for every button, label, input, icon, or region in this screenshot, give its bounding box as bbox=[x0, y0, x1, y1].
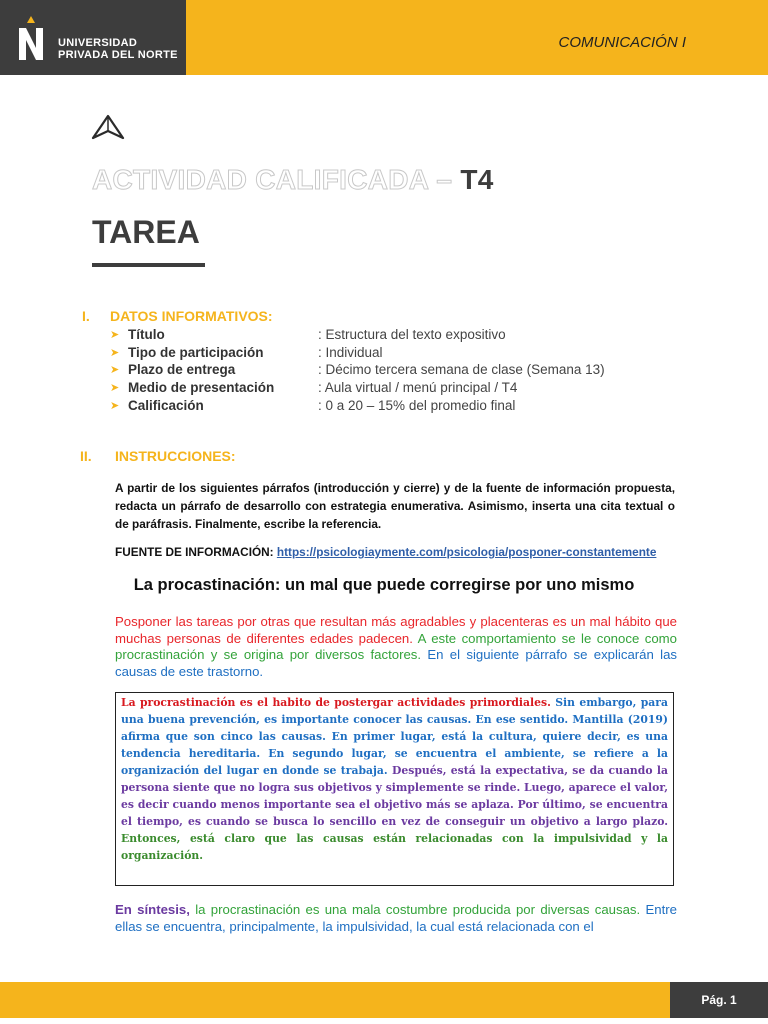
info-value: : Individual bbox=[318, 344, 383, 360]
info-value: : 0 a 20 – 15% del promedio final bbox=[318, 397, 516, 413]
intro-green-text: A este comportamiento se le conoce como procrastinación y se origina por diversos factores. bbox=[115, 630, 677, 662]
navigation-arrow-icon bbox=[90, 114, 126, 140]
source-label: FUENTE DE INFORMACIÓN: bbox=[115, 545, 277, 559]
closing-paragraph bbox=[115, 902, 677, 935]
footer-bar bbox=[0, 982, 768, 1018]
development-paragraph bbox=[121, 694, 668, 864]
university-line2: PRIVADA DEL NORTE bbox=[58, 49, 178, 61]
info-row-calificacion bbox=[110, 396, 515, 414]
info-label: Título bbox=[128, 326, 165, 342]
info-value: : Décimo tercera semana de clase (Semana 13) bbox=[318, 361, 605, 377]
info-value: : Estructura del texto expositivo bbox=[318, 326, 506, 342]
university-name bbox=[58, 37, 178, 61]
title-underline bbox=[92, 263, 205, 267]
info-row-medio bbox=[110, 378, 517, 396]
info-label: Tipo de participación bbox=[128, 344, 264, 360]
info-value: : Aula virtual / menú principal / T4 bbox=[318, 379, 518, 395]
intro-blue-text: En el siguiente párrafo se explicarán las causas de este trastorno. bbox=[115, 647, 677, 679]
body-purple-text: Después, está la expectativa, se da cuando la persona siente que no logra sus objetivos y simplemente se rinde. Luego, aparece el valor, es decir cuando menos importante sea el objetivo más se aplaza. Por último, se encuentra el tiempo, es cuando se busca lo sencillo en vez de conseguir un objetivo a largo plazo. bbox=[121, 764, 668, 828]
info-row-tipo bbox=[110, 343, 383, 361]
course-title: COMUNICACIÓN I bbox=[558, 34, 686, 51]
header-logo-block bbox=[0, 0, 186, 75]
info-row-titulo bbox=[110, 325, 506, 343]
task-title: TAREA bbox=[92, 214, 200, 250]
closing-blue-text: Entre ellas se encuentra, principalmente, la impulsividad, la cual está relacionada con el bbox=[115, 902, 677, 934]
arrow-bullet-icon: ➤ bbox=[110, 381, 120, 394]
arrow-bullet-icon: ➤ bbox=[110, 346, 120, 359]
activity-title bbox=[92, 164, 494, 196]
development-paragraph-box[interactable] bbox=[115, 692, 674, 886]
info-label: Medio de presentación bbox=[128, 379, 275, 395]
arrow-bullet-icon: ➤ bbox=[110, 399, 120, 412]
intro-paragraph bbox=[115, 614, 677, 680]
closing-green-text: la procrastinación es una mala costumbre producida por diversas causas. bbox=[189, 902, 641, 917]
section2-number: II. bbox=[80, 448, 92, 464]
activity-code: T4 bbox=[460, 164, 494, 195]
section2-heading: INSTRUCCIONES: bbox=[115, 448, 236, 464]
source-link[interactable]: https://psicologiaymente.com/psicologia/posponer-constantemente bbox=[276, 545, 657, 559]
closing-lead: En síntesis, bbox=[115, 902, 190, 917]
arrow-bullet-icon: ➤ bbox=[110, 363, 120, 376]
intro-red-text: Posponer las tareas por otras que resultan más agradables y placenteras es un mal hábito que muchas personas de diferentes edades padecen. bbox=[115, 614, 677, 646]
page-number: Pág. 1 bbox=[670, 982, 768, 1018]
activity-label: ACTIVIDAD CALIFICADA – bbox=[92, 164, 453, 195]
source-line bbox=[115, 545, 656, 559]
body-red-text: La procrastinación es el habito de postergar actividades primordiales. bbox=[121, 696, 551, 709]
info-row-plazo bbox=[110, 360, 605, 378]
upn-logo-icon bbox=[16, 16, 46, 62]
header-bar bbox=[186, 0, 768, 75]
section1-number: I. bbox=[82, 308, 90, 324]
section1-heading: DATOS INFORMATIVOS: bbox=[110, 308, 273, 324]
body-blue-text: Sin embargo, para una buena prevención, es importante conocer las causas. En ese sentido. Mantilla (2019) afirma que son cinco las causas. En primer lugar, está la cultura, quiere decir, es una tendencia hereditaria. En segundo lugar, se encuentra el ambiente, se refiere a la organización del lugar en donde se trabaja. bbox=[121, 696, 668, 777]
info-label: Calificación bbox=[128, 397, 204, 413]
arrow-bullet-icon: ➤ bbox=[110, 328, 120, 341]
body-green-text: Entonces, está claro que las causas están relacionadas con la impulsividad y la organización. bbox=[121, 832, 668, 862]
instructions-text: A partir de los siguientes párrafos (introducción y cierre) y de la fuente de información propuesta, redacta un párrafo de desarrollo con estrategia enumerativa. Asimismo, inserta una cita textual o de paráfrasis. Finalmente, escribe la referencia. bbox=[115, 481, 675, 531]
university-line1: UNIVERSIDAD bbox=[58, 37, 138, 49]
essay-title: La procastinación: un mal que puede corregirse por uno mismo bbox=[133, 576, 635, 594]
info-label: Plazo de entrega bbox=[128, 361, 236, 377]
